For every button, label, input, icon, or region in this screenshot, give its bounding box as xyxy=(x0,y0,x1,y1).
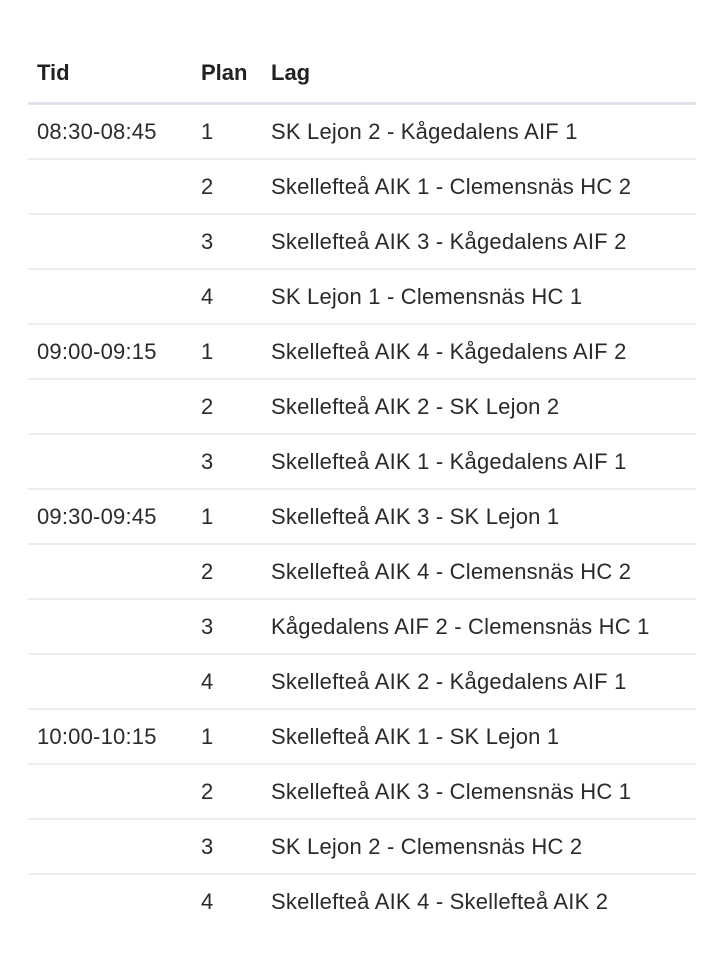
cell-lag: SK Lejon 1 - Clemensnäs HC 1 xyxy=(262,269,696,324)
cell-plan: 4 xyxy=(192,654,262,709)
cell-plan: 1 xyxy=(192,709,262,764)
table-row xyxy=(28,599,696,654)
cell-tid: 09:30-09:45 xyxy=(28,489,192,544)
match-schedule-table xyxy=(28,44,696,928)
cell-tid xyxy=(28,434,192,489)
cell-tid xyxy=(28,874,192,928)
column-header-lag: Lag xyxy=(262,44,696,104)
table-row xyxy=(28,764,696,819)
cell-plan: 3 xyxy=(192,819,262,874)
cell-plan: 2 xyxy=(192,544,262,599)
cell-tid xyxy=(28,544,192,599)
cell-lag: SK Lejon 2 - Kågedalens AIF 1 xyxy=(262,104,696,160)
cell-plan: 1 xyxy=(192,489,262,544)
table-row xyxy=(28,874,696,928)
header-row xyxy=(28,44,696,104)
table-row xyxy=(28,104,696,160)
cell-lag: Skellefteå AIK 3 - Clemensnäs HC 1 xyxy=(262,764,696,819)
cell-tid xyxy=(28,159,192,214)
table-row xyxy=(28,819,696,874)
cell-lag: Skellefteå AIK 1 - SK Lejon 1 xyxy=(262,709,696,764)
table-row xyxy=(28,709,696,764)
cell-tid xyxy=(28,654,192,709)
table-row xyxy=(28,654,696,709)
cell-plan: 4 xyxy=(201,888,214,914)
column-header-plan: Plan xyxy=(192,44,262,104)
table-row xyxy=(28,269,696,324)
cell-plan: 3 xyxy=(192,434,262,489)
cell-lag: Skellefteå AIK 1 - Clemensnäs HC 2 xyxy=(262,159,696,214)
table-row xyxy=(28,434,696,489)
cell-tid xyxy=(28,379,192,434)
cell-lag: Skellefteå AIK 2 - SK Lejon 2 xyxy=(262,379,696,434)
cell-tid: 09:00-09:15 xyxy=(28,324,192,379)
table-row xyxy=(28,489,696,544)
cell-tid xyxy=(28,269,192,324)
cell-lag: SK Lejon 2 - Clemensnäs HC 2 xyxy=(262,819,696,874)
cell-lag: Skellefteå AIK 4 - Kågedalens AIF 2 xyxy=(262,324,696,379)
table-body xyxy=(28,104,696,929)
cell-tid xyxy=(28,214,192,269)
cell-lag: Skellefteå AIK 3 - SK Lejon 1 xyxy=(262,489,696,544)
table-row xyxy=(28,379,696,434)
cell-plan: 4 xyxy=(192,269,262,324)
table-row xyxy=(28,544,696,599)
cell-plan: 2 xyxy=(192,379,262,434)
cell-lag: Skellefteå AIK 3 - Kågedalens AIF 2 xyxy=(262,214,696,269)
cell-plan: 2 xyxy=(192,764,262,819)
cell-tid xyxy=(28,599,192,654)
cell-plan: 1 xyxy=(192,104,262,160)
cell-lag: Skellefteå AIK 4 - Skellefteå AIK 2 xyxy=(271,888,609,914)
cell-plan: 1 xyxy=(192,324,262,379)
column-header-tid: Tid xyxy=(28,44,192,104)
cell-lag: Skellefteå AIK 2 - Kågedalens AIF 1 xyxy=(262,654,696,709)
cell-plan: 3 xyxy=(192,599,262,654)
cell-tid xyxy=(28,764,192,819)
cell-lag: Skellefteå AIK 1 - Kågedalens AIF 1 xyxy=(262,434,696,489)
cell-plan: 3 xyxy=(192,214,262,269)
table-row xyxy=(28,159,696,214)
cell-lag: Kågedalens AIF 2 - Clemensnäs HC 1 xyxy=(262,599,696,654)
table-header xyxy=(28,44,696,104)
cell-lag: Skellefteå AIK 4 - Clemensnäs HC 2 xyxy=(262,544,696,599)
table-row xyxy=(28,214,696,269)
table-row xyxy=(28,324,696,379)
cell-tid: 10:00-10:15 xyxy=(28,709,192,764)
cell-tid xyxy=(28,819,192,874)
cell-tid: 08:30-08:45 xyxy=(28,104,192,160)
cell-plan: 2 xyxy=(192,159,262,214)
